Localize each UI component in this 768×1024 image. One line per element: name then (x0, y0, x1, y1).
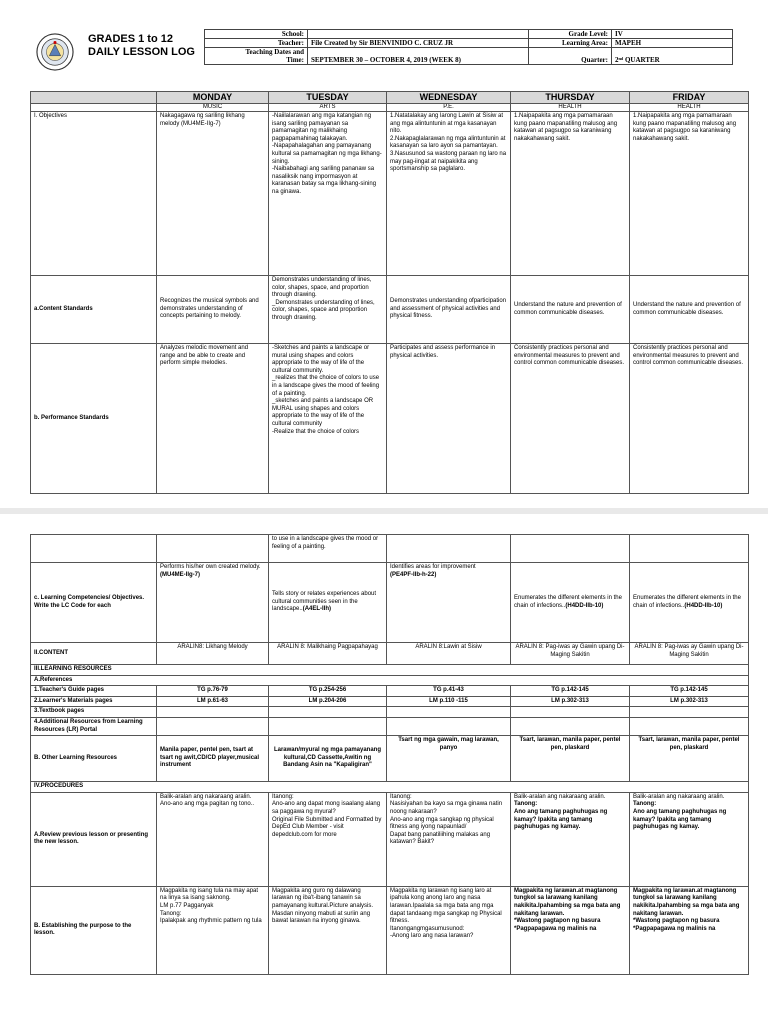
content-label: II.CONTENT (31, 643, 157, 665)
purpose-wednesday: Magpakita ng larawan ng isang laro at ipahula kong anong laro ang nasa larawan.Ipaalala sa mga bata ang mga dapat tandaang mga sangkap ng Physical fitness. Itanongangmgasumusunod: -Anong laro ang nasa larawan? (387, 886, 511, 974)
learning-area-value: MAPEH (612, 39, 733, 48)
performance-standards-friday: Consistently practices personal and environmental measures to prevent and control common communicable diseases. (630, 344, 749, 494)
references-row (31, 675, 749, 686)
performance-standards-thursday: Consistently practices personal and environmental measures to prevent and control common communicable diseases. (511, 344, 630, 494)
quarter-value: 2ⁿᵈ QUARTER (612, 48, 733, 65)
day-header-wednesday: WEDNESDAY (387, 92, 511, 104)
review-thursday-intro: Balik-aralan ang nakaraang aralin. (514, 793, 606, 800)
purpose-tuesday: Magpakita ang guro ng dalawang larawan ng iba't-ibang tanawin sa pamayanang kultural.Picture analysis. Masdan ninyong mabuti at suriin ang bawat larawan na inyong ginawa. (269, 886, 387, 974)
content-standards-row (31, 276, 749, 344)
additional-friday (630, 717, 749, 735)
purpose-label: B. Establishing the purpose to the lesson. (31, 886, 157, 974)
day-header-monday: MONDAY (157, 92, 269, 104)
competencies-friday-text: Enumerates the different elements in the chain of infections.. (633, 594, 741, 609)
additional-monday (157, 717, 269, 735)
teachers-guide-row (31, 686, 749, 697)
other-resources-label: B. Other Learning Resources (31, 736, 157, 782)
textbook-tuesday (269, 707, 387, 718)
teachers-guide-monday: TG p.76-79 (157, 686, 269, 697)
teacher-value: File Created by Sir BIENVINIDO C. CRUZ JR (308, 39, 529, 48)
performance-standards-monday: Analyzes melodic movement and range and be able to create and perform simple melodies. (157, 344, 269, 494)
procedures-row (31, 782, 749, 793)
other-resources-thursday: Tsart, larawan, manila paper, pentel pen, plaskard (511, 736, 630, 782)
content-standards-label: a.Content Standards (31, 276, 157, 344)
additional-thursday (511, 717, 630, 735)
header-info-table (204, 29, 733, 65)
content-standards-monday: Recognizes the musical symbols and demonstrates understanding of concepts pertaining to melody. (157, 276, 269, 344)
teachers-guide-wednesday: TG p.41-43 (387, 686, 511, 697)
competencies-friday (630, 563, 749, 643)
lesson-log-table-page-1 (30, 91, 749, 494)
additional-wednesday (387, 717, 511, 735)
textbook-monday (157, 707, 269, 718)
performance-standards-tuesday: -Sketches and paints a landscape or mural using shapes and colors appropriate to the way of life of the cultural community. _realizes that the choice of colors to use in a landscape gives the mood of feeling of a painting. _sketches and paints a landscape OR MURAL using shapes and colors appropriate to the way of life of the cultural community -Realize that the choice of colors (269, 344, 387, 494)
other-resources-wednesday: Tsart ng mga gawain, mag larawan, panyo (387, 736, 511, 782)
performance-standards-row (31, 344, 749, 494)
objectives-monday: Nakagagawa ng sariling likhang melody (MU4ME-IIg-7) (157, 112, 269, 276)
continuation-thursday (511, 535, 630, 563)
day-header-tuesday: TUESDAY (269, 92, 387, 104)
learners-materials-friday: LM p.302-313 (630, 696, 749, 707)
objectives-friday: 1.Naipapakita ang mga pamamaraan kung paano mapanatiling malusog ang katawan at pagsugpo sa karaniwang nakakahawang sakit. (630, 112, 749, 276)
learners-materials-label: 2.Learner's Materials pages (31, 696, 157, 707)
textbook-friday (630, 707, 749, 718)
grade-level-value: IV (612, 30, 733, 39)
competencies-monday (157, 563, 269, 643)
performance-standards-label: b. Performance Standards (31, 344, 157, 494)
content-monday: ARALIN8: Likhang Melody (157, 643, 269, 665)
content-thursday: ARALIN 8: Pag-iwas ay Gawin upang Di-Maging Sakitin (511, 643, 630, 665)
competencies-monday-text: Performs his/her own created melody. (160, 564, 261, 570)
competencies-wednesday-code: (PE4PF-IIb-h-22) (390, 571, 437, 578)
content-standards-tuesday: Demonstrates understanding of lines, color, shapes, space, and proportion through drawing. _Demonstrates understanding of lines, color, shapes, space and proportion through drawing. (269, 276, 387, 344)
learning-resources-row (31, 665, 749, 676)
teaching-dates-value: SEPTEMBER 30 – OCTOBER 4, 2019 (WEEK 8) (308, 48, 529, 65)
additional-resources-label: 4.Additional Resources from Learning Resources (LR) Portal (31, 717, 157, 735)
day-header-thursday: THURSDAY (511, 92, 630, 104)
competencies-wednesday (387, 563, 511, 643)
subject-friday: HEALTH (630, 104, 749, 112)
continuation-friday (630, 535, 749, 563)
school-value (308, 30, 529, 39)
competencies-tuesday-code: (A4EL-IIh) (302, 606, 332, 613)
subject-monday: MUSIC (157, 104, 269, 112)
additional-tuesday (269, 717, 387, 735)
teachers-guide-friday: TG p.142-145 (630, 686, 749, 697)
teaching-dates-label-1: Teaching Dates and (245, 48, 304, 56)
day-header-blank (31, 92, 157, 104)
subject-tuesday: ARTS (269, 104, 387, 112)
textbook-wednesday (387, 707, 511, 718)
purpose-monday: Magpakita ng isang tula na may apat na linya sa isang saknong. LM p.77 Pagganyak Tanong: Ipalakpak ang rhythmic pattern ng tula (157, 886, 269, 974)
learning-resources-label: III.LEARNING RESOURCES (31, 665, 749, 676)
content-wednesday: ARALIN 8:Lawin at Sisiw (387, 643, 511, 665)
review-friday-question: Tanong: Ano ang tamang paghuhugas ng kamay? Ipakita ang tamang paghuhugas ng kamay. (633, 801, 727, 831)
objectives-row (31, 112, 749, 276)
learners-materials-thursday: LM p.302-313 (511, 696, 630, 707)
competencies-tuesday (269, 563, 387, 643)
continuation-monday (157, 535, 269, 563)
lesson-log-table-page-2 (30, 534, 749, 975)
deped-seal-icon (36, 33, 74, 71)
other-resources-tuesday: Larawan/myural ng mga pamayanang kultural,CD Cassette,Awitin ng Bandang Asin na "Kapaligiran" (269, 736, 387, 782)
teaching-dates-label-2: Time: (286, 56, 304, 64)
performance-standards-wednesday: Participates and assess performance in physical activities. (387, 344, 511, 494)
day-header-friday: FRIDAY (630, 92, 749, 104)
objectives-tuesday: -Naiilalarawan ang mga katangian ng isang sariling pamayanan sa pamamagitan ng malikhaing pagpapamahinag talakayan. -Napapahalagahan ang pamayanang kultural sa pamamagitan ng mga likhang-sining. -Naibabahagi ang sariling pananaw sa nasaliksik nang impormasyon at karanasan batay sa mga likhang-sining na ginawa. (269, 112, 387, 276)
teaching-dates-label (205, 48, 308, 65)
continuation-tuesday: to use in a landscape gives the mood or feeling of a painting. (269, 535, 387, 563)
references-label: A.References (31, 675, 749, 686)
page-2 (0, 514, 768, 1024)
competencies-wednesday-text: Identifies areas for improvement (390, 564, 476, 570)
review-thursday-question: Tanong: Ano ang tamang paghuhugas ng kamay? Ipakita ang tamang paghuhugas ng kamay. (514, 801, 608, 831)
grade-level-label: Grade Level: (529, 30, 612, 39)
procedures-label: IV.PROCEDURES (31, 782, 749, 793)
competencies-friday-code: (H4DD-IIb-10) (684, 602, 723, 609)
title-line-1: GRADES 1 to 12 (88, 33, 173, 45)
teachers-guide-label: 1.Teacher's Guide pages (31, 686, 157, 697)
competencies-monday-code: (MU4ME-IIg-7) (160, 571, 200, 578)
subject-wednesday: P.E. (387, 104, 511, 112)
textbook-row (31, 707, 749, 718)
competencies-thursday-text: Enumerates the different elements in the chain of infections.. (514, 594, 622, 609)
learners-materials-wednesday: LM p.110 -115 (387, 696, 511, 707)
content-standards-thursday: Understand the nature and prevention of common communicable diseases. (511, 276, 630, 344)
objectives-thursday: 1.Naipapakita ang mga pamamaraan kung paano mapanatiling malusog ang katawan at pagsugpo sa karaniwang nakakahawang sakit. (511, 112, 630, 276)
review-monday: Balik-aralan ang nakaraang aralin. Ano-ano ang mga pagitan ng tono.. (157, 792, 269, 886)
competencies-row (31, 563, 749, 643)
purpose-thursday: Magpakita ng larawan.at magtanong tungkol sa larawang kanilang nakikita.Ipahambing sa mga bata ang nakitang larawan. *Wastong pagtapon ng basura *Pagpapagawa ng malinis na (511, 886, 630, 974)
learners-materials-tuesday: LM p.204-206 (269, 696, 387, 707)
additional-resources-row (31, 717, 749, 735)
content-tuesday: ARALIN 8: Malikhaing Pagpapahayag (269, 643, 387, 665)
continuation-label (31, 535, 157, 563)
subject-row (31, 104, 749, 112)
other-resources-row (31, 736, 749, 782)
school-label: School: (205, 30, 308, 39)
quarter-label: Quarter: (529, 48, 612, 65)
learning-area-label: Learning Area: (529, 39, 612, 48)
content-standards-friday: Understand the nature and prevention of common communicable diseases. (630, 276, 749, 344)
document-title (88, 33, 195, 59)
teacher-label: Teacher: (205, 39, 308, 48)
textbook-label: 3.Textbook pages (31, 707, 157, 718)
competencies-tuesday-text: Tells story or relates experiences about cultural communities seen in the landscape.. (272, 591, 377, 613)
objectives-label: I. Objectives (31, 112, 157, 276)
continuation-row (31, 535, 749, 563)
title-line-2: DAILY LESSON LOG (88, 46, 195, 58)
other-resources-monday: Manila paper, pentel pen, tsart at tsart ng awit,CD/CD player,musical instrument (157, 736, 269, 782)
subject-blank (31, 104, 157, 112)
review-row (31, 792, 749, 886)
review-friday (630, 792, 749, 886)
content-standards-wednesday: Demonstrates understanding ofparticipation and assessment of physical activities and physical fitness. (387, 276, 511, 344)
purpose-row (31, 886, 749, 974)
learners-materials-monday: LM p.61-63 (157, 696, 269, 707)
content-row (31, 643, 749, 665)
day-header-row (31, 92, 749, 104)
content-friday: ARALIN 8: Pag-iwas ay Gawin upang Di-Maging Sakitin (630, 643, 749, 665)
review-wednesday: Itanong: Nasisiyahan ba kayo sa mga ginawa natin noong nakaraan? Ano-ano ang mga sangkap ng physical fitness ang iyong napaunlad/ Dapat bang panatiliihing malakas ang katawan? Bakit? (387, 792, 511, 886)
competencies-label: c. Learning Competencies/ Objectives. Write the LC Code for each (31, 563, 157, 643)
review-thursday (511, 792, 630, 886)
teachers-guide-tuesday: TG p.254-256 (269, 686, 387, 697)
competencies-thursday (511, 563, 630, 643)
page-1 (0, 0, 768, 508)
learners-materials-row (31, 696, 749, 707)
review-label: A.Review previous lesson or presenting the new lesson. (31, 792, 157, 886)
purpose-friday: Magpakita ng larawan.at magtanong tungkol sa larawang kanilang nakikita.Ipahambing sa mga bata ang nakitang larawan. *Wastong pagtapon ng basura *Pagpapagawa ng malinis na (630, 886, 749, 974)
continuation-wednesday (387, 535, 511, 563)
other-resources-friday: Tsart, larawan, manila paper, pentel pen, plaskard (630, 736, 749, 782)
objectives-wednesday: 1.Natatalakay ang larong Lawin at Sisiw at ang mga alintuntunin at mga kasanayan nito. 2.Nakapaglalarawan ng mga alintuntunin at kasanayan sa laro ayon sa pamantayan. 3.Nasusunod sa wastong paraan ng laro na may pag-iingat at naipakikita ang sportsmanship sa paglalaro. (387, 112, 511, 276)
teachers-guide-thursday: TG p.142-145 (511, 686, 630, 697)
review-friday-intro: Balik-aralan ang nakaraang aralin. (633, 793, 725, 800)
subject-thursday: HEALTH (511, 104, 630, 112)
review-tuesday: Itanong: Ano-ano ang dapat mong isaalang alang sa paggawa ng myural? Original File Submitted and Formatted by DepEd Club Member - visit depedclub.com for more (269, 792, 387, 886)
competencies-thursday-code: (H4DD-IIb-10) (565, 602, 604, 609)
textbook-thursday (511, 707, 630, 718)
